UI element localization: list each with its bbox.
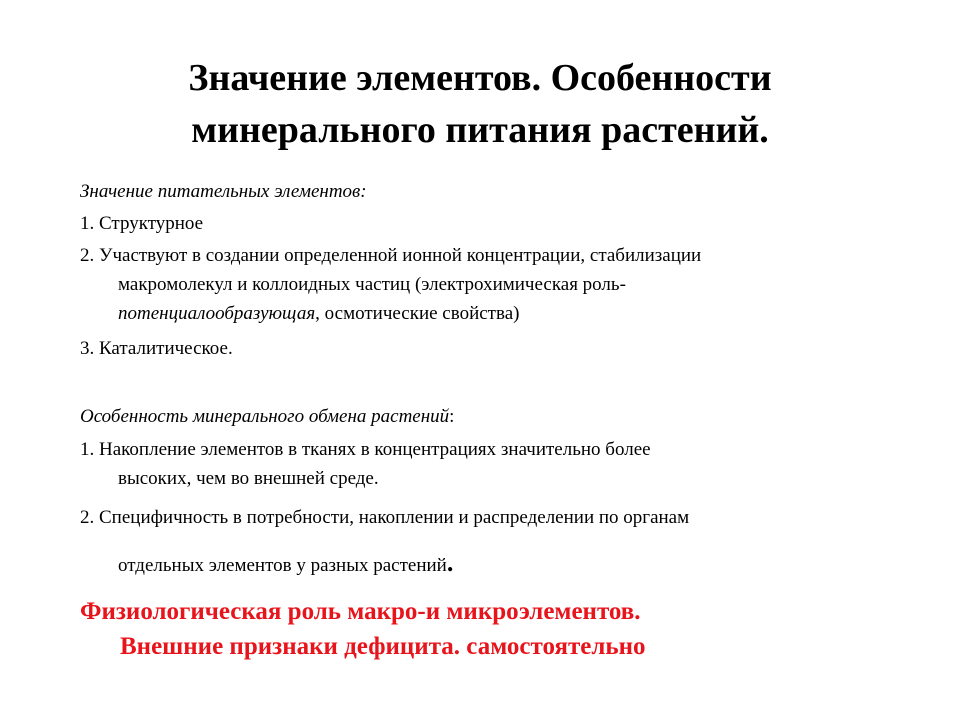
list-item	[80, 209, 880, 238]
title-line-1: Значение элементов. Особенности	[188, 57, 772, 99]
list-item	[80, 503, 880, 580]
list-item-text: 2. Участвуют в создании определенной ионной концентрации, стабилизации	[80, 245, 702, 266]
list-item	[80, 334, 880, 363]
section-2-heading-colon: :	[449, 406, 455, 427]
list-item	[80, 241, 880, 328]
list-item-text: 2. Специфичность в потребности, накоплении и распределении по органам	[80, 507, 690, 528]
section-2-heading	[80, 402, 880, 431]
slide-title	[80, 52, 880, 156]
list-item-continuation: макромолекул и коллоидных частиц (электрохимическая роль-	[118, 274, 626, 295]
section-mineral-exchange	[80, 402, 880, 580]
section-2-heading-text: Особенность минерального обмена растений	[80, 406, 450, 427]
list-item-continuation	[80, 548, 880, 580]
footer-line-1: Физиологическая роль макро-и микроэлементов.	[80, 598, 641, 625]
footer-line-2: Внешние признаки дефицита. самостоятельно	[120, 633, 646, 660]
list-item-continuation	[80, 299, 880, 328]
list-item-text: 1. Накопление элементов в тканях в концентрациях значительно более	[80, 439, 651, 460]
italic-term: потенциалообразующая	[118, 303, 316, 324]
list-item-continuation: высоких, чем во внешней среде.	[118, 468, 379, 489]
trailing-period: .	[446, 548, 454, 577]
list-item-text: 1. Структурное	[80, 213, 204, 234]
section-1-heading: Значение питательных элементов:	[80, 181, 367, 202]
footer-highlight	[80, 594, 840, 664]
list-item	[80, 435, 880, 493]
section-nutrient-importance	[80, 177, 880, 363]
list-item-text: , осмотические свойства)	[315, 303, 520, 324]
list-item-text: отдельных элементов у разных растений	[118, 555, 447, 576]
title-line-2: минерального питания растений.	[191, 109, 769, 151]
list-item-text: 3. Каталитическое.	[80, 338, 233, 359]
